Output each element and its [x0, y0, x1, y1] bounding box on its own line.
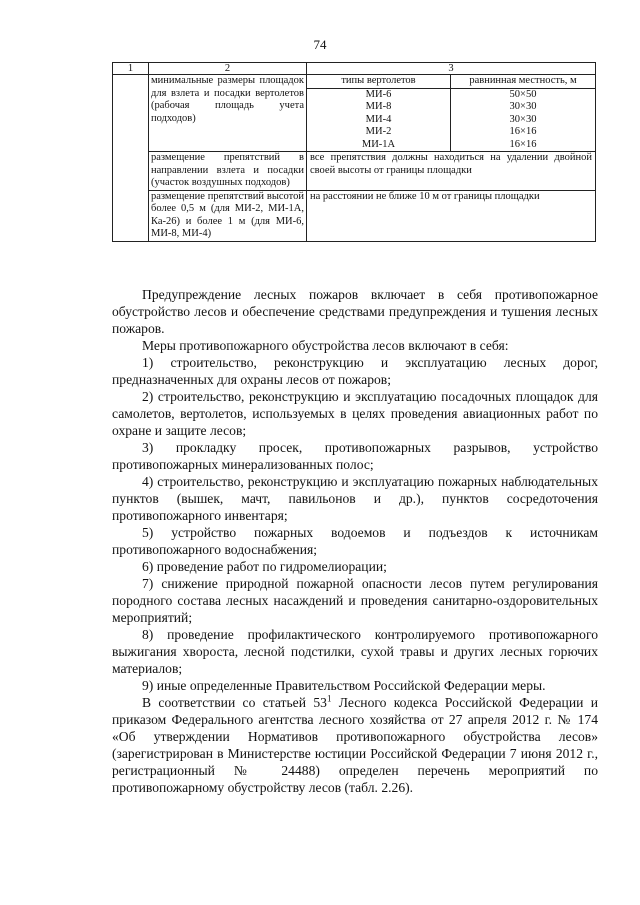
- helicopter-type: МИ-8: [307, 101, 451, 114]
- table-row: [113, 152, 596, 191]
- helipad-size: 16×16: [509, 126, 537, 137]
- list-item: 8) проведение профилактического контролируемого противопожарного выжигания хвороста, лесной подстилки, сухой травы и других лесных горючих материалов;: [112, 627, 598, 676]
- list-item: 4) строительство, реконструкцию и эксплуатацию пожарных наблюдательных пунктов (вышек, мачт, павильонов и др.), пунктов сосредоточения противопожарного инвентаря;: [112, 474, 598, 523]
- helicopter-type: МИ-2: [307, 126, 451, 139]
- list-item: 1) строительство, реконструкцию и эксплуатацию лесных дорог, предназначенных для охраны лесов от пожаров;: [112, 355, 598, 387]
- row3-value: на расстоянии не ближе 10 м от границы площадки: [307, 190, 596, 241]
- row1-parameter: минимальные размеры площадок для взлета и посадки вертолетов (рабочая площадь учета подходов): [149, 75, 307, 152]
- paragraph: Меры противопожарного обустройства лесов включают в себя:: [142, 338, 509, 353]
- helipad-size: 50×50: [509, 88, 537, 100]
- list-item: 3) прокладку просек, противопожарных разрывов, устройство противопожарных минерализованных полос;: [112, 440, 598, 472]
- row3-parameter: размещение препятствий высотой более 0,5 м (для МИ-2, МИ-1А, Ка-26) и более 1 м (для МИ-6, МИ-8, МИ-4): [149, 190, 307, 241]
- header-col-2: 2: [149, 63, 307, 75]
- legal-text-start: В соответствии со статьей 53: [142, 695, 327, 710]
- table-row: [113, 75, 596, 152]
- header-col-3: 3: [307, 63, 596, 75]
- helipad-size: 30×30: [509, 101, 537, 112]
- row2-value: все препятствия должны находиться на удалении двойной своей высоты от границы площадки: [307, 152, 596, 191]
- helicopter-type: МИ-6: [307, 88, 451, 101]
- list-item: 9) иные определенные Правительством Российской Федерации меры.: [142, 678, 546, 693]
- paragraph-legal-reference: [112, 694, 598, 796]
- row1-value-cell: [307, 75, 596, 152]
- list-item: 5) устройство пожарных водоемов и подъездов к источникам противопожарного водоснабжения;: [112, 525, 598, 557]
- helipad-requirements-table: [112, 62, 596, 242]
- helipad-size: 16×16: [509, 138, 537, 150]
- col-area-label: равнинная местность, м: [451, 75, 596, 88]
- legal-text-end: Лесного кодекса Российской Федерации и приказом Федерального агентства лесного хозяйства от 27 апреля 2012 г. № 174 «Об утверждении Нормативов противопожарного обустройства лесов» (зарегистрирован в Министерстве юстиции Российской Федерации 7 июня 2012 г., регистрационный № 24488) определен перечень мероприятий по противопожарному обустройству лесов (табл. 2.26).: [112, 695, 598, 795]
- col-types-label: типы вертолетов: [307, 75, 451, 88]
- list-item: 6) проведение работ по гидромелиорации;: [142, 559, 387, 574]
- row2-parameter: размещение препятствий в направлении взлета и посадки (участок воздушных подходов): [149, 152, 307, 191]
- page-number: 74: [313, 37, 327, 52]
- helicopter-size-subtable: [307, 75, 595, 151]
- paragraph: Предупреждение лесных пожаров включает в себя противопожарное обустройство лесов и обеспечение средствами предупреждения и тушения лесных пожаров.: [112, 287, 598, 336]
- helipad-size: 30×30: [509, 113, 537, 125]
- table-cell-empty: [113, 75, 149, 242]
- helicopter-type: МИ-1А: [307, 139, 451, 152]
- body-text: [112, 286, 598, 796]
- header-col-1: 1: [113, 63, 149, 75]
- helicopter-type: МИ-4: [307, 114, 451, 127]
- list-item: 2) строительство, реконструкцию и эксплуатацию посадочных площадок для самолетов, вертолетов, используемых в целях проведения авиационных работ по охране и защите лесов;: [112, 389, 598, 438]
- table-header-row: [113, 63, 596, 75]
- table-row: [113, 190, 596, 241]
- article-superscript: 1: [326, 693, 332, 704]
- list-item: 7) снижение природной пожарной опасности лесов путем регулирования породного состава лесных насаждений и проведения санитарно-оздоровительных мероприятий;: [112, 576, 598, 625]
